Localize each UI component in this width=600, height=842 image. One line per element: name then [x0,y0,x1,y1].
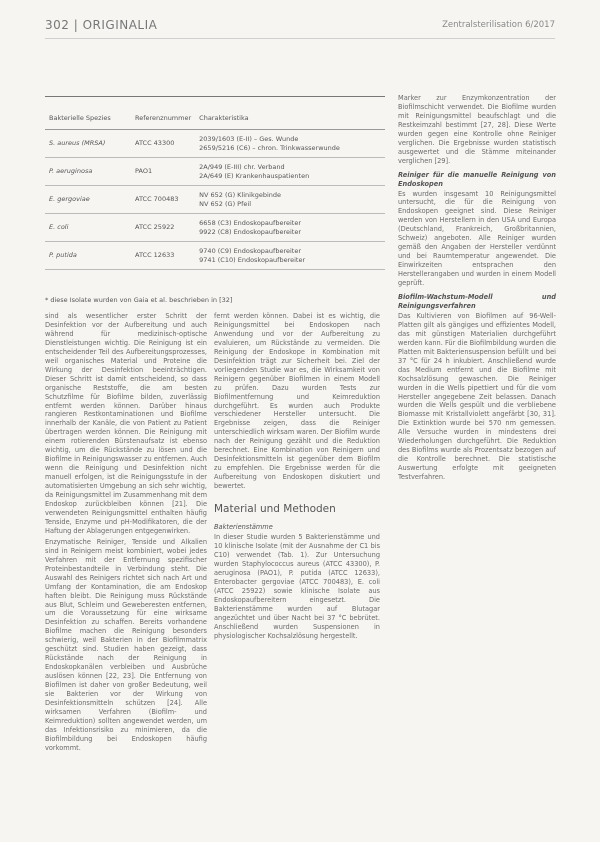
table-cell-characteristics [195,242,385,270]
body-paragraph: Es wurden insgesamt 10 Reinigungsmittel untersucht, die für die Reinigung von Endoskopen geeignet sind. Diese Reiniger werden von Herstellern in den USA und Europa (Deutschland, Frankreich, Großbritannien, Schweiz) angeboten. Alle Reiniger wurden gemäß den Angaben der Hersteller verdünnt und bei Raumtemperatur angewendet. Die Einwirkzeiten entsprachen den Herstellerangaben und wurden in einem Modell geprüft. [398,189,556,288]
char-line: 9922 (C8) Endoskopaufbereiter [199,227,301,236]
table-cell-species: E. coli [45,214,131,242]
table-cell-ref: ATCC 12633 [131,242,195,270]
page-number-section: 302 | ORIGINALIA [45,18,158,32]
char-line: 2659/5216 (C6) – chron. Trinkwasserwunde [199,143,340,152]
table-row [45,242,385,270]
table-cell-species: P. aeruginosa [45,158,131,186]
body-paragraph: In dieser Studie wurden 5 Bakterienstämme und 10 klinische Isolate (mit der Ausnahme der C1 bis C10) verwendet (Tab. 1). Zur Untersuchung wurden Staphylococcus aureus (ATCC 43300), P. aeruginosa (PAO1), P. putida (ATCC 12633), Enterobacter gergoviae (ATCC 700483), E. coli (ATCC 25922) sowie klinische Isolate aus Endoskopaufbereitern eingesetzt. Die Bakterienstämme wurden auf Blutagar angezüchtet und über Nacht bei 37 °C bebrütet. Anschließend wurden Suspensionen in physiologischer Kochsalzlösung hergestellt. [214,533,380,640]
body-paragraph: Das Kultivieren von Biofilmen auf 96-Well-Platten gilt als gängiges und effizientes Modell, das mit günstigen Materialien durchgeführt werden kann. Für die Biofilmbildung wurden die Platten mit Bakteriensuspension befüllt und bei 37 °C für 24 h inkubiert. Anschließend wurde das Medium entfernt und die Biofilme mit Kochsalzlösung gewaschen. Die Reiniger wurden in die Wells pipettiert und für die vom Hersteller angegebene Zeit belassen. Danach wurden die Wells gespült und die verbliebene Biomasse mit Kristallviolett angefärbt [30, 31]. Die Extinktion wurde bei 570 nm gemessen. Alle Versuche wurden in mindestens drei Wiederholungen durchgeführt. Die Reduktion des Biofilms wurde als Prozentsatz bezogen auf die Kontrolle berechnet. Die statistische Auswertung erfolgte mit geeigneten Testverfahren. [398,311,556,482]
subheading-cleaners: Reiniger für die manuelle Reinigung von Endoskopen [398,170,556,188]
body-column-left [45,312,207,755]
table-cell-characteristics [195,158,385,186]
table-header-species: Bakterielle Spezies [45,102,131,130]
table-header-characteristics: Charakteristika [195,102,385,130]
body-paragraph: Marker zur Enzymkonzentration der Biofilmschicht verwendet. Die Biofilme wurden mit Reinigungsmittel beaufschlagt und die Restkeimzahl bestimmt [27, 28]. Diese Werte wurden gegen eine Kontrolle ohne Reiniger verglichen. Die Ergebnisse wurden statistisch ausgewertet und die Stämme miteinander verglichen [29]. [398,94,556,165]
table-header-ref: Referenznummer [131,102,195,130]
table-cell-species: P. putida [45,242,131,270]
char-line: 2A/949 (E-III) chr. Verband [199,163,285,172]
table-cell-ref: ATCC 25922 [131,214,195,242]
char-line: 6658 (C3) Endoskopaufbereiter [199,219,301,228]
char-line: 2039/1603 (E-II) – Ges. Wunde [199,135,299,144]
table-row [45,158,385,186]
table-top-rule [45,96,385,97]
table-cell-ref: ATCC 43300 [131,130,195,158]
table-cell-characteristics [195,186,385,214]
strain-table [45,102,385,270]
journal-issue: Zentralsterilisation 6/2017 [442,20,555,30]
table-header-row [45,102,385,130]
table-cell-ref: PAO1 [131,158,195,186]
table-footnote: * diese Isolate wurden von Gaia et al. beschrieben in [32] [45,296,233,304]
char-line: 9740 (C9) Endoskopaufbereiter [199,247,301,256]
char-line: NV 652 (G) Pfeil [199,199,251,208]
char-line: NV 652 (G) Klinikgebinde [199,191,282,200]
page-header [45,18,555,36]
table-row [45,186,385,214]
body-paragraph: Enzymatische Reiniger, Tenside und Alkalien sind in Reinigern meist kombiniert, wobei jedes Verfahren mit der Entfernung spezifischer Proteinbestandteile in Verbindung steht. Die Auswahl des Reinigers richtet sich nach Art und Umfang der Kontamination, die am Endoskop haften bleibt. Die Reinigung muss Rückstände aus Blut, Schleim und Geweberesten entfernen, um die Voraussetzung für eine wirksame Desinfektion zu schaffen. Bereits vorhandene Biofilme machen die Reinigung besonders schwierig, weil Bakterien in der Biofilmmatrix geschützt sind. Studien haben gezeigt, dass Rückstände nach der Reinigung in Endoskopkanälen verbleiben und Ausbrüche auslösen können [22, 23]. Die Entfernung von Biofilmen ist daher von großer Bedeutung, weil sie Bakterien vor der Wirkung von Desinfektionsmitteln schützen [24]. Alle wirksamen Verfahren (Biofilm- und Keimreduktion) sollten angewendet werden, um das Infektionsrisiko zu minimieren, da die Biofilmbildung bei Endoskopen häufig vorkommt. [45,537,207,752]
char-line: 9741 (C10) Endoskopaufbereiter [199,255,306,264]
subheading-biofilm-model: Biofilm-Wachstum-Modell und Reinigungsverfahren [398,293,556,310]
body-paragraph: sind als wesentlicher erster Schritt der Desinfektion vor der Aufbereitung und auch während für medizinisch-optische Dienstleistungen wichtig. Die Reinigung ist ein entscheidender Teil des Aufbereitungsprozesses, weil organisches Material und Proteine die Wirkung der Desinfektion beeinträchtigen. Dieser Schritt ist damit entscheidend, so dass organische Reststoffe, die am besten Schutzfilme für Biofilme bilden, zuverlässig entfernt werden können. Darüber hinaus rangieren Restkontaminationen und Biofilme innerhalb der Kanäle, die von Patient zu Patient übertragen werden können. Die Reinigung mit einem rotierenden Bürstenaufsatz ist ebenso wichtig, um die Rückstände zu lösen und die Biofilme in Reinigungswasser zu entfernen. Auch wenn die Reinigung und Desinfektion nicht manuell erfolgen, ist die Reinigungsstufe in der automatisierten Umgebung an sich sehr wichtig, da Reinigungsmittel im Zusammenhang mit dem Endoskop zurückbleiben können [21]. Die verwendeten Reinigungsmittel enthalten häufig Tenside, Enzyme und pH-Modifikatoren, die der Haftung der Ablagerungen entgegenwirken. [45,312,207,535]
subheading-strains: Bakterienstämme [214,523,273,532]
body-paragraph: fernt werden können. Dabei ist es wichtig, die Reinigungsmittel bei Endoskopen nach Anwendung und vor der Aufbereitung zu evaluieren, um Rückstände zu vermeiden. Die Reinigung der Endoskope in Kombination mit Desinfektion trägt zur Sicherheit bei. Ziel der vorliegenden Studie war es, die Wirksamkeit von Reinigern gegenüber Biofilmen in einem Modell zu prüfen. Dazu wurden Tests zur Biofilmentfernung und Keimreduktion durchgeführt. Es wurden auch Produkte verschiedener Hersteller untersucht. Die Ergebnisse zeigen, dass die Reiniger unterschiedlich wirksam waren. Der Biofilm wurde nach der Reinigung gezählt und die Reduktion berechnet. Eine Kombination von Reinigern und Desinfektionsmitteln ist gegenüber dem Biofilm zu empfehlen. Die Ergebnisse werden für die Aufbereitung von Endoskopen diskutiert und bewertet. [214,312,381,491]
table-cell-characteristics [195,214,385,242]
char-line: 2A/649 (E) Krankenhauspatienten [199,171,310,180]
section-heading-methods: Material und Methoden [214,503,336,516]
table-row [45,214,385,242]
table-row [45,130,385,158]
header-rule [45,38,555,39]
table-cell-species: S. aureus (MRSA) [45,130,131,158]
body-column-right [398,94,556,484]
table-cell-characteristics [195,130,385,158]
table-cell-ref: ATCC 700483 [131,186,195,214]
body-column-middle [214,312,380,642]
table-cell-species: E. gergoviae [45,186,131,214]
